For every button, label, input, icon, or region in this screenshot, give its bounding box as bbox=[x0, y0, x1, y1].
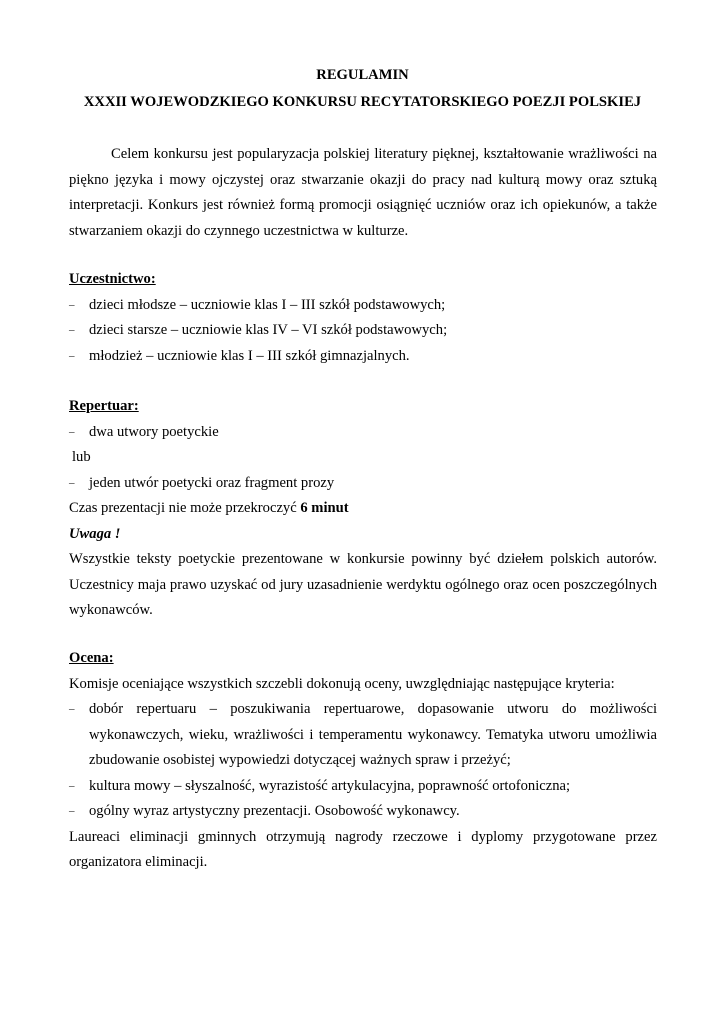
bullet-dash: – bbox=[69, 324, 75, 336]
repertuar-section bbox=[69, 394, 657, 624]
repertuar-note: Wszystkie teksty poetyckie prezentowane w konkursie powinny być dziełem polskich autorów. Uczestnicy maja prawo uzyskać od jury uzasadnienie werdyktu ogólnego oraz ocen poszczególnych wykonawców. bbox=[69, 551, 657, 618]
uczestnictwo-section bbox=[69, 267, 657, 369]
time-limit-line bbox=[69, 496, 657, 522]
uwaga-label: Uwaga ! bbox=[69, 525, 121, 542]
list-item bbox=[69, 344, 657, 370]
ocena-closing: Laureaci eliminacji gminnych otrzymują nagrody rzeczowe i dyplomy przygotowane przez organizatora eliminacji. bbox=[69, 828, 657, 870]
list-item bbox=[69, 471, 657, 497]
lub-text: lub bbox=[72, 449, 91, 465]
time-limit-value: 6 minut bbox=[300, 500, 349, 516]
ocena-heading: Ocena: bbox=[69, 650, 114, 666]
list-item-text: dobór repertuaru – poszukiwania repertuarowe, dopasowanie utworu do możliwości wykonawczych, wieku, wrażliwości i temperamentu wykonawcy. Tematyka utworu umożliwia zbudowanie osobistej wypowiedzi dotyczącej ważnych spraw i przeżyć; bbox=[89, 701, 657, 768]
list-item bbox=[69, 774, 657, 800]
list-item-text: młodzież – uczniowie klas I – III szkół gimnazjalnych. bbox=[89, 347, 410, 364]
list-item bbox=[69, 799, 657, 825]
ocena-intro: Komisje oceniające wszystkich szczebli dokonują oceny, uwzględniając następujące kryteria: bbox=[69, 675, 615, 692]
bullet-dash: – bbox=[69, 805, 75, 817]
intro-section bbox=[69, 142, 657, 244]
uczestnictwo-heading: Uczestnictwo: bbox=[69, 271, 156, 287]
list-item bbox=[69, 318, 657, 344]
time-limit-text: Czas prezentacji nie może przekroczyć bbox=[69, 500, 301, 516]
list-item bbox=[69, 697, 657, 774]
list-item-text: ogólny wyraz artystyczny prezentacji. Osobowość wykonawcy. bbox=[89, 803, 460, 819]
list-item-text: dzieci młodsze – uczniowie klas I – III szkół podstawowych; bbox=[89, 296, 446, 313]
ocena-section bbox=[69, 646, 657, 876]
list-item-text: kultura mowy – słyszalność, wyrazistość artykulacyjna, poprawność ortofoniczna; bbox=[89, 777, 571, 794]
document-subtitle: XXXII WOJEWODZKIEGO KONKURSU RECYTATORSKIEGO POEZJI POLSKIEJ bbox=[83, 94, 642, 110]
intro-paragraph: Celem konkursu jest popularyzacja polskiej literatury pięknej, kształtowanie wrażliwości na piękno języka i mowy ojczystej oraz stwarzanie okazji do pracy nad kulturą mowy oraz sztuką interpretacji. Konkurs jest również formą promocji osiągnięć uczniów oraz ich opiekunów, a także stwarzaniem okazji do czynnego uczestnictwa w kulturze. bbox=[69, 146, 657, 239]
document-title: REGULAMIN bbox=[316, 67, 409, 83]
bullet-dash: – bbox=[69, 298, 75, 311]
list-item-text: dzieci starsze – uczniowie klas IV – VI szkół podstawowych; bbox=[89, 322, 448, 338]
bullet-dash: – bbox=[69, 425, 75, 438]
list-item-text: dwa utwory poetyckie bbox=[89, 423, 219, 440]
bullet-dash: – bbox=[69, 349, 75, 362]
bullet-dash: – bbox=[69, 779, 75, 792]
bullet-dash: – bbox=[69, 476, 75, 489]
list-item bbox=[69, 293, 657, 319]
list-item bbox=[69, 420, 657, 446]
bullet-dash: – bbox=[69, 703, 75, 715]
list-item-text: jeden utwór poetycki oraz fragment prozy bbox=[89, 474, 335, 491]
repertuar-heading: Repertuar: bbox=[69, 398, 139, 414]
